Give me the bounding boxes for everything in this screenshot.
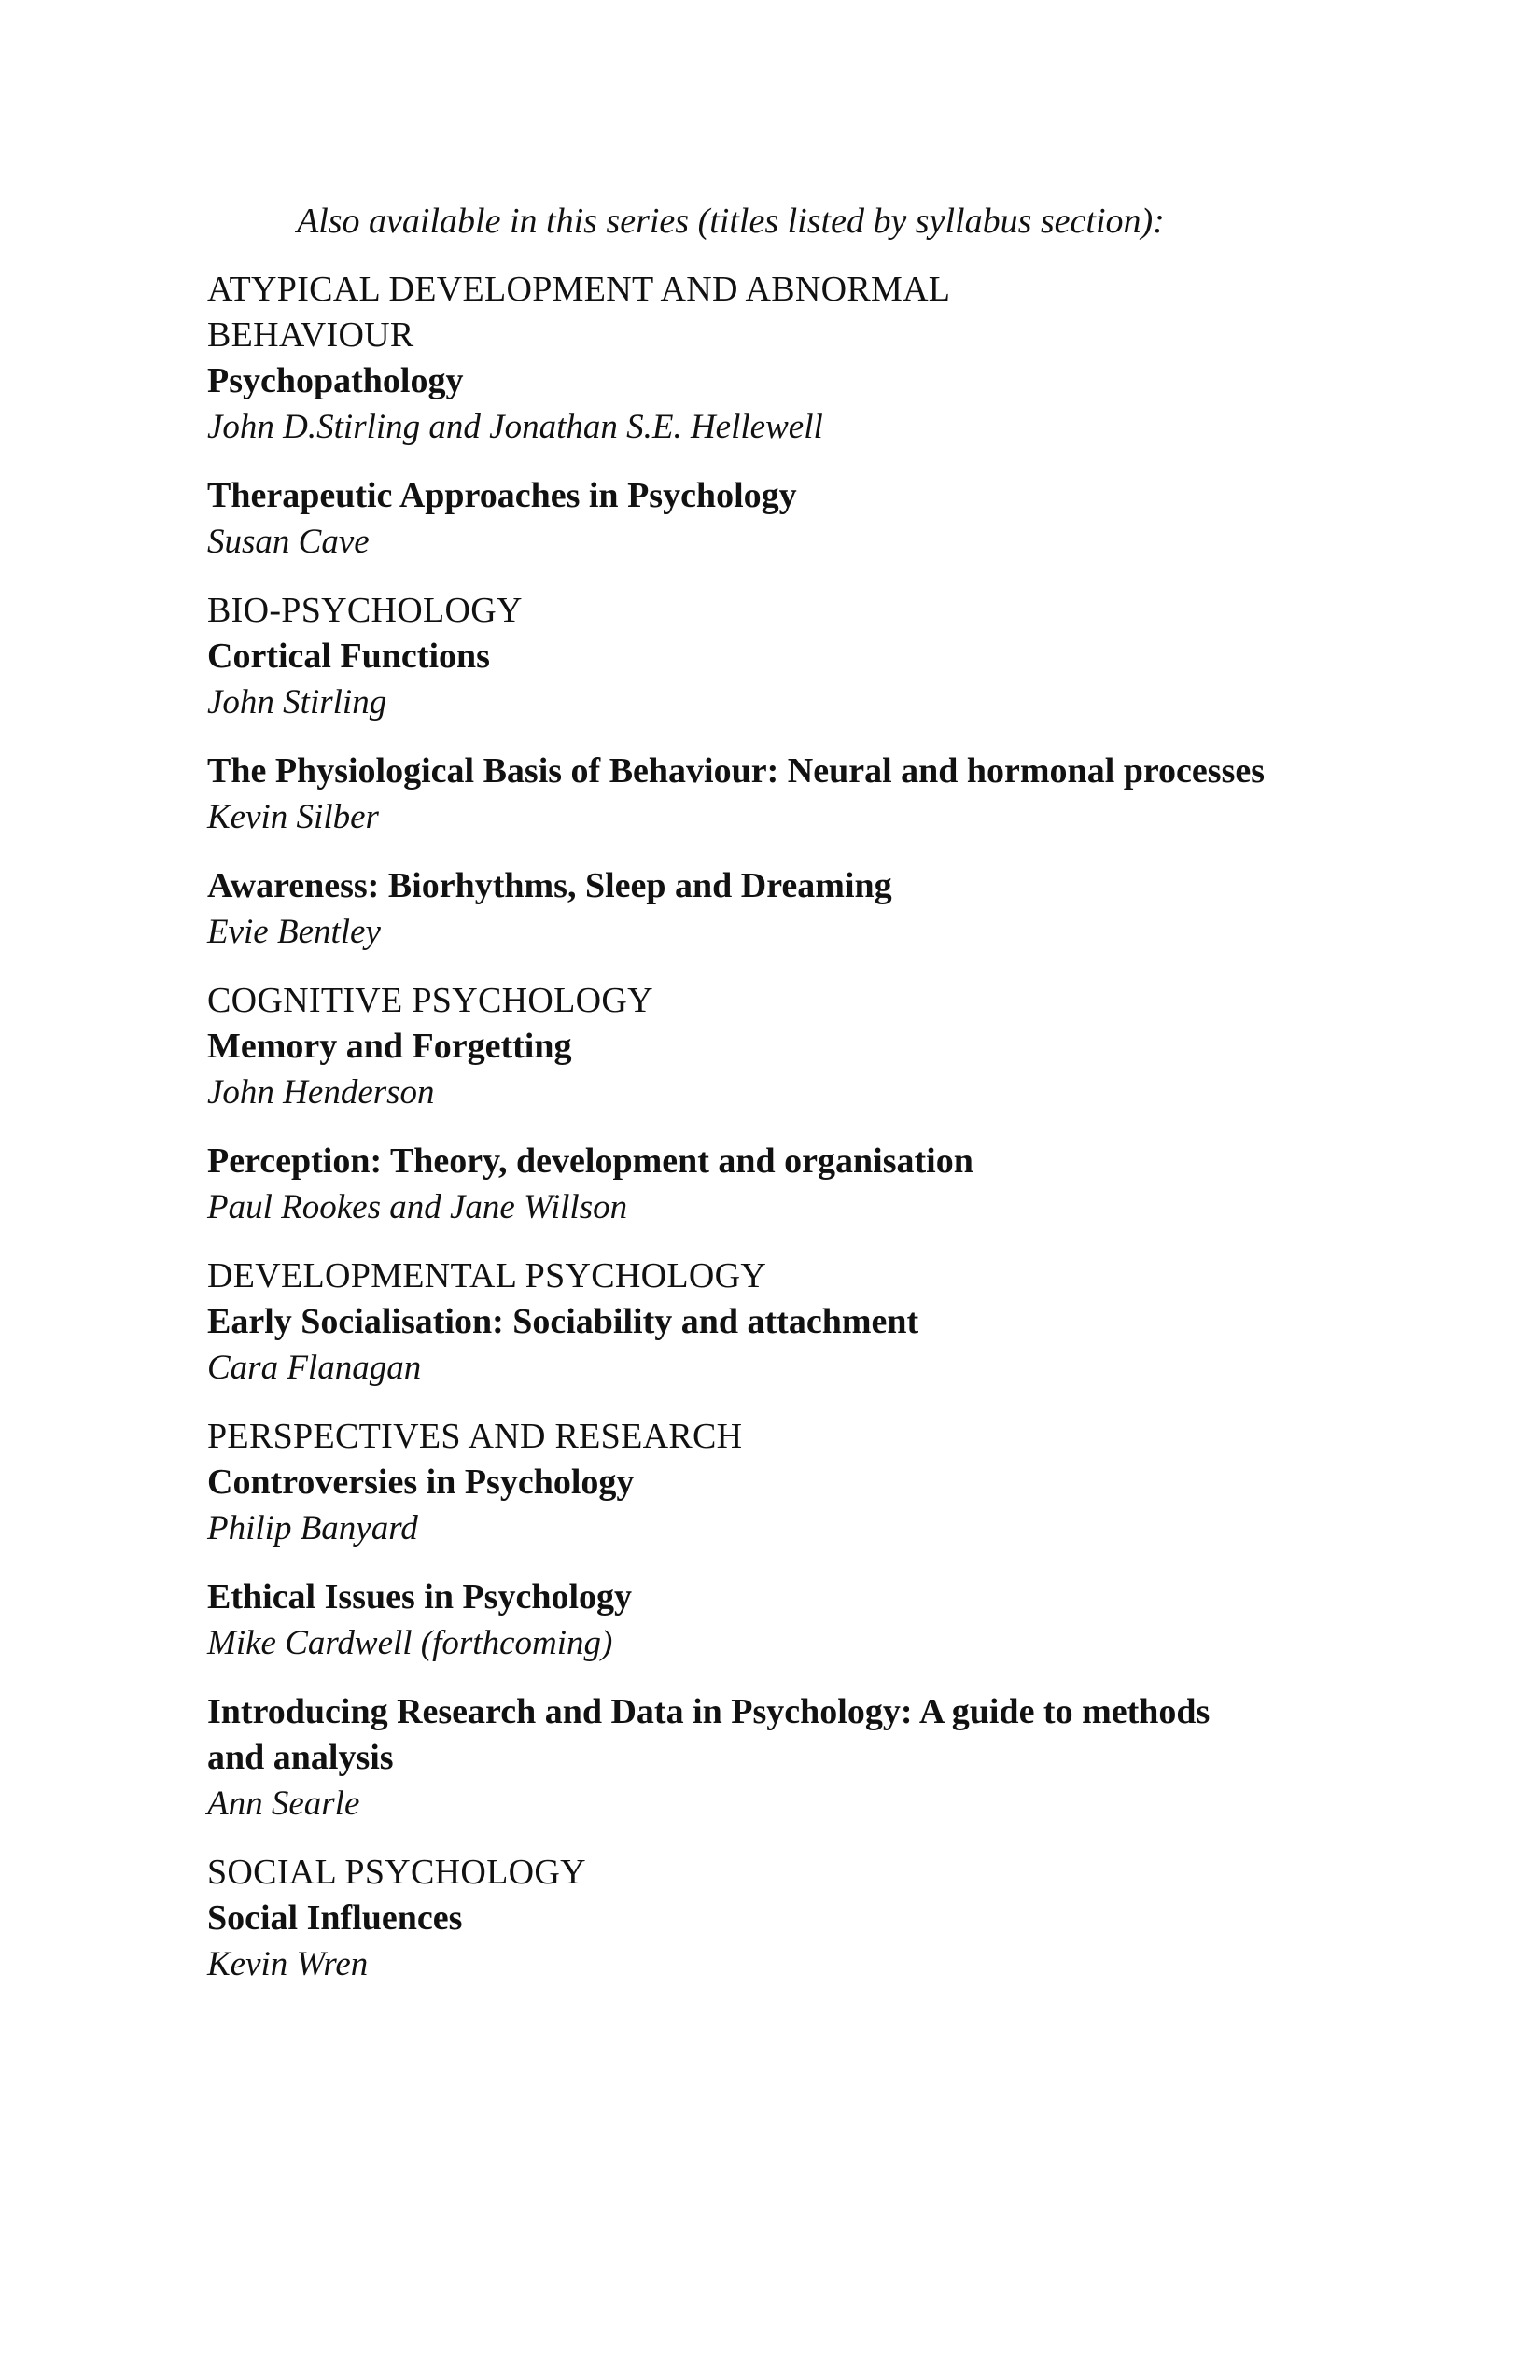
book-author: John D.Stirling and Jonathan S.E. Hellewell — [207, 408, 823, 446]
book-entry — [207, 978, 1327, 1115]
book-author: Ann Searle — [207, 1785, 360, 1823]
book-entry — [207, 1253, 1327, 1391]
book-title: Ethical Issues in Psychology — [207, 1577, 633, 1617]
book-entry — [207, 1139, 1327, 1230]
section-heading-bio-psychology: BIO-PSYCHOLOGY — [207, 591, 523, 630]
book-author: John Stirling — [207, 683, 387, 721]
book-title: Social Influences — [207, 1898, 463, 1938]
book-author: Philip Banyard — [207, 1509, 418, 1547]
book-title: Controversies in Psychology — [207, 1463, 635, 1502]
book-entry — [207, 1414, 1327, 1551]
book-title: Early Socialisation: Sociability and attachment — [207, 1302, 919, 1341]
section-heading-social: SOCIAL PSYCHOLOGY — [207, 1853, 586, 1892]
series-intro: Also available in this series (titles listed by syllabus section): — [297, 202, 1165, 241]
book-entry — [207, 863, 1327, 955]
book-entry — [207, 473, 1327, 565]
section-heading-perspectives: PERSPECTIVES AND RESEARCH — [207, 1417, 743, 1456]
book-entry — [207, 588, 1327, 725]
book-title: Cortical Functions — [207, 637, 490, 676]
book-author: Paul Rookes and Jane Willson — [207, 1188, 628, 1226]
book-author: Mike Cardwell (forthcoming) — [207, 1624, 613, 1662]
book-author: Susan Cave — [207, 523, 370, 561]
book-author: Kevin Wren — [207, 1945, 369, 1983]
series-list — [207, 267, 1327, 2010]
book-entry — [207, 1575, 1327, 1666]
book-author: Cara Flanagan — [207, 1349, 422, 1387]
book-entry — [207, 1689, 1327, 1827]
book-title: Memory and Forgetting — [207, 1027, 572, 1066]
section-heading-cognitive: COGNITIVE PSYCHOLOGY — [207, 981, 653, 1020]
book-entry — [207, 267, 1327, 450]
book-title: Awareness: Biorhythms, Sleep and Dreaming — [207, 866, 892, 905]
book-entry — [207, 1850, 1327, 1987]
book-author: John Henderson — [207, 1073, 435, 1112]
book-title: Psychopathology — [207, 361, 464, 400]
book-title: The Physiological Basis of Behaviour: Neural and hormonal processes — [207, 751, 1266, 791]
book-title: Perception: Theory, development and organisation — [207, 1141, 973, 1181]
book-title: Introducing Research and Data in Psychology: A guide to methods and analysis — [207, 1692, 1211, 1777]
section-heading-atypical: ATYPICAL DEVELOPMENT AND ABNORMAL BEHAVIOUR — [207, 270, 949, 355]
book-entry — [207, 749, 1327, 840]
book-author: Evie Bentley — [207, 913, 381, 951]
book-title: Therapeutic Approaches in Psychology — [207, 476, 797, 515]
section-heading-developmental: DEVELOPMENTAL PSYCHOLOGY — [207, 1256, 767, 1295]
book-author: Kevin Silber — [207, 798, 379, 836]
